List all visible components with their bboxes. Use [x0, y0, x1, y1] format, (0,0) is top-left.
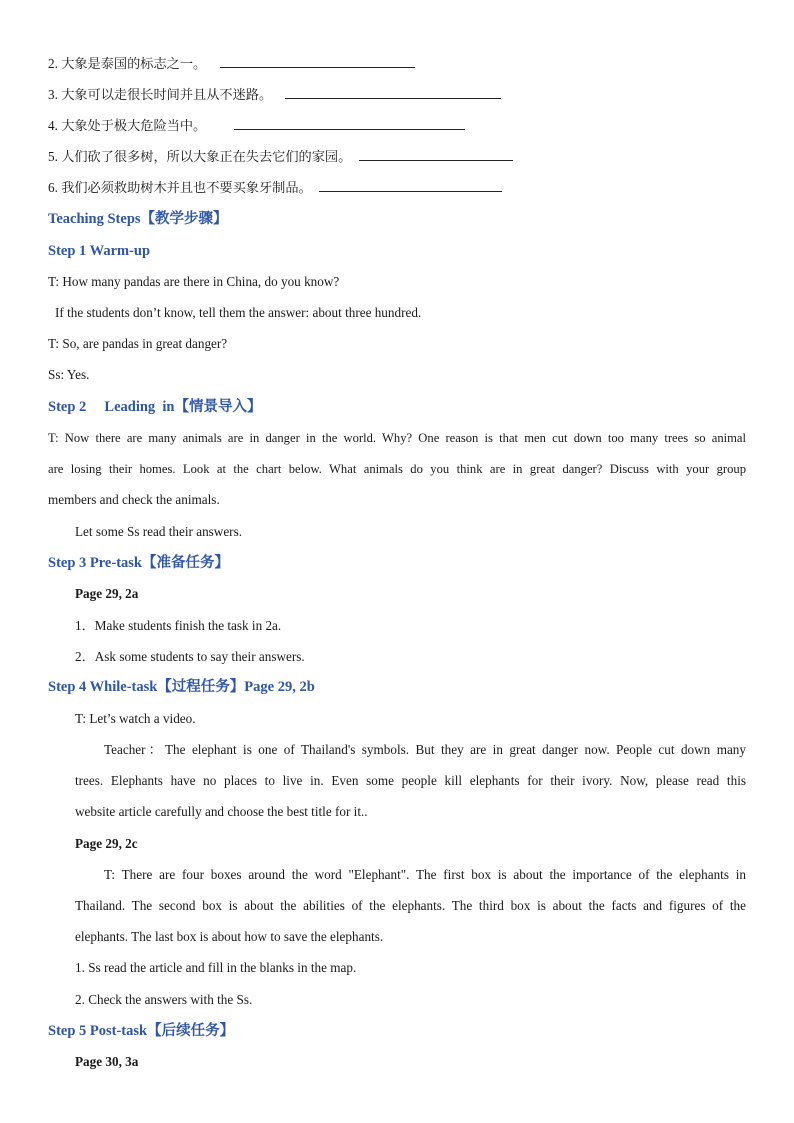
step1-line: T: How many pandas are there in China, do you know? [48, 274, 340, 289]
exercise-number: 6. [48, 180, 58, 195]
answer-blank[interactable] [359, 148, 513, 161]
step5-heading: Step 5 Post-task【后续任务】 [48, 1023, 235, 1039]
step3-item: 1．Make students finish the task in 2a. [75, 618, 282, 633]
step4-boxes-line: T: There are four boxes around the word "Elephant". The first box is about the importance of the elephants in [104, 867, 746, 882]
answer-blank[interactable] [285, 86, 501, 99]
step4-item: 2. Check the answers with the Ss. [75, 992, 253, 1007]
answer-blank[interactable] [234, 117, 465, 130]
step4-heading: Step 4 While-task【过程任务】Page 29, 2b [48, 679, 315, 695]
step4-intro: T: Let’s watch a video. [75, 711, 196, 726]
exercise-text: 人们砍了很多树，所以大象正在失去它们的家园。 [61, 149, 352, 164]
exercise-number: 4. [48, 118, 58, 133]
exercise-number: 3. [48, 87, 58, 102]
step2-paragraph-line: are losing their homes. Look at the chart below. What animals do you think are in great danger? Discuss with your group [48, 462, 746, 476]
step4-teacher-line: Teacher：The elephant is one of Thailand's symbols. But they are in great danger now. People cut down many [104, 742, 746, 757]
step4-item: 1. Ss read the article and fill in the blanks in the map. [75, 960, 357, 975]
step4-boxes-line: elephants. The last box is about how to save the elephants. [75, 929, 384, 944]
step1-line: Ss: Yes. [48, 367, 90, 382]
exercise-3 [48, 86, 501, 104]
step3-heading: Step 3 Pre-task【准备任务】 [48, 555, 229, 571]
step3-page-label: Page 29, 2a [75, 586, 139, 601]
exercise-2 [48, 55, 415, 73]
step4-teacher-line: website article carefully and choose the best title for it.. [75, 804, 368, 819]
step2-note: Let some Ss read their answers. [75, 524, 242, 539]
exercise-6 [48, 179, 502, 197]
exercise-text: 我们必须救助树木并且也不要买象牙制品。 [61, 180, 312, 195]
step4-boxes-line: Thailand. The second box is about the abilities of the elephants. The third box is about the facts and figures of the [75, 898, 746, 913]
step2-heading: Step 2 Leading in【情景导入】 [48, 399, 262, 415]
exercise-text: 大象处于极大危险当中。 [61, 118, 207, 133]
exercise-number: 2. [48, 56, 58, 71]
answer-blank[interactable] [319, 179, 502, 192]
exercise-4 [48, 117, 465, 135]
step4-teacher-line: trees. Elephants have no places to live in. Even some people kill elephants for their ivory. Now, please read this [75, 773, 746, 788]
step2-paragraph-line: T: Now there are many animals are in danger in the world. Why? One reason is that men cut down too many trees so animal [48, 431, 746, 445]
step1-heading: Step 1 Warm-up [48, 243, 151, 259]
step1-line: If the students don’t know, tell them the answer: about three hundred. [55, 305, 422, 320]
exercise-5 [48, 148, 513, 166]
teaching-steps-heading: Teaching Steps【教学步骤】 [48, 211, 228, 227]
answer-blank[interactable] [220, 55, 415, 68]
exercise-text: 大象可以走很长时间并且从不迷路。 [61, 87, 273, 102]
step1-line: T: So, are pandas in great danger? [48, 336, 228, 351]
step4-page-label: Page 29, 2c [75, 836, 138, 851]
step5-page-label: Page 30, 3a [75, 1054, 139, 1069]
exercise-number: 5. [48, 149, 58, 164]
step2-paragraph-line: members and check the animals. [48, 492, 220, 507]
step3-item: 2．Ask some students to say their answers. [75, 649, 305, 664]
exercise-text: 大象是泰国的标志之一。 [61, 56, 207, 71]
